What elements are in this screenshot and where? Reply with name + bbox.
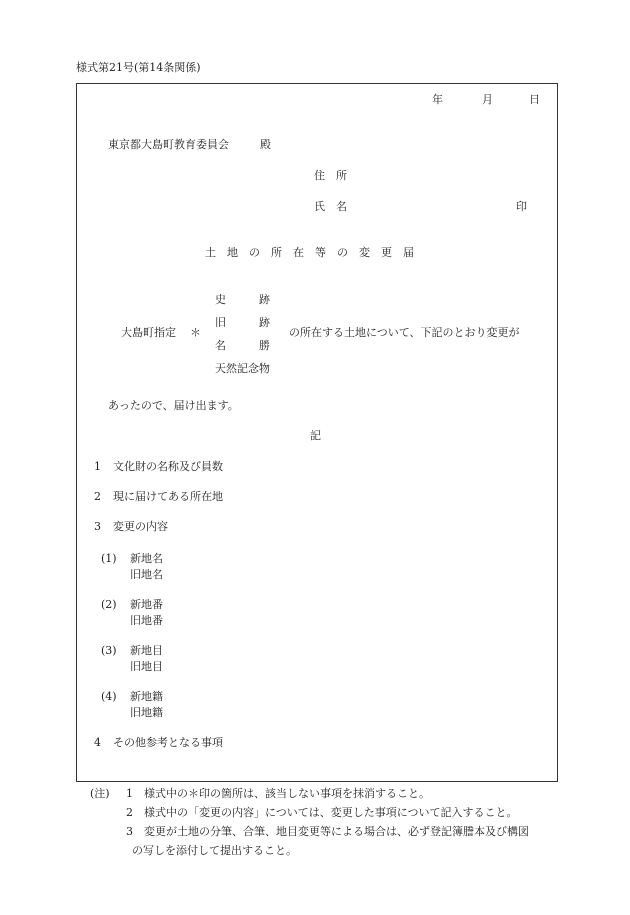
form-number: 様式第21号(第14条関係): [76, 61, 201, 74]
continuation-text: あったので、届け出ます。: [108, 399, 239, 412]
addressee-name: 東京都大島町教育委員会: [108, 138, 229, 151]
sub-item-3-old: 旧地目: [130, 660, 163, 673]
address-label: 住 所: [314, 169, 347, 182]
sub-item-3-num: (3): [101, 644, 117, 657]
sub-item-4-num: (4): [101, 690, 117, 703]
section-3-text: 変更の内容: [113, 520, 168, 533]
note-1-text: 様式中の＊印の箇所は、該当しない事項を抹消すること。: [144, 787, 430, 800]
sub-item-1-new: 新地名: [130, 552, 163, 565]
ki-heading: 記: [310, 429, 321, 442]
sub-item-2-new: 新地番: [130, 598, 163, 611]
notes-label: (注): [90, 787, 110, 800]
asterisk-mark: ＊: [190, 326, 201, 339]
section-4-text: その他参考となる事項: [113, 736, 223, 749]
note-2-num: 2: [126, 806, 133, 819]
section-3-num: 3: [94, 520, 101, 533]
designation-type-former-site: 旧 跡: [215, 316, 270, 329]
designation-prefix: 大島町指定: [121, 326, 176, 339]
section-4-num: 4: [94, 736, 101, 749]
sub-item-4-new: 新地籍: [130, 690, 163, 703]
sub-item-1-num: (1): [101, 552, 117, 565]
sub-item-1-old: 旧地名: [130, 568, 163, 581]
name-label: 氏 名: [314, 200, 347, 213]
sub-item-2-num: (2): [101, 598, 117, 611]
sub-item-4-old: 旧地籍: [130, 706, 163, 719]
note-3-num: 3: [126, 825, 133, 838]
section-2-text: 現に届けてある所在地: [113, 490, 223, 503]
date-day: 日: [529, 93, 540, 106]
note-2-text: 様式中の「変更の内容」については、変更した事項について記入すること。: [144, 806, 518, 819]
seal-mark: 印: [516, 200, 527, 213]
document-title: 土 地 の 所 在 等 の 変 更 届: [205, 246, 414, 259]
date-year: 年: [432, 93, 443, 106]
section-2-num: 2: [94, 490, 101, 503]
sub-item-2-old: 旧地番: [130, 614, 163, 627]
designation-type-natural-monument: 天然記念物: [215, 362, 270, 375]
designation-type-scenic-spot: 名 勝: [215, 339, 270, 352]
section-1-num: 1: [94, 460, 101, 473]
section-1-text: 文化財の名称及び員数: [113, 460, 223, 473]
note-3-text-continued: の写しを添付して提出すること。: [132, 844, 297, 857]
note-1-num: 1: [126, 787, 133, 800]
sub-item-3-new: 新地目: [130, 644, 163, 657]
addressee-honorific: 殿: [260, 138, 271, 151]
note-3-text: 変更が土地の分筆、合筆、地目変更等による場合は、必ず登記簿謄本及び構図: [144, 825, 529, 838]
designation-type-historic-site: 史 跡: [215, 293, 270, 306]
date-month: 月: [482, 93, 493, 106]
designation-suffix: の所在する土地について、下記のとおり変更が: [289, 326, 520, 339]
